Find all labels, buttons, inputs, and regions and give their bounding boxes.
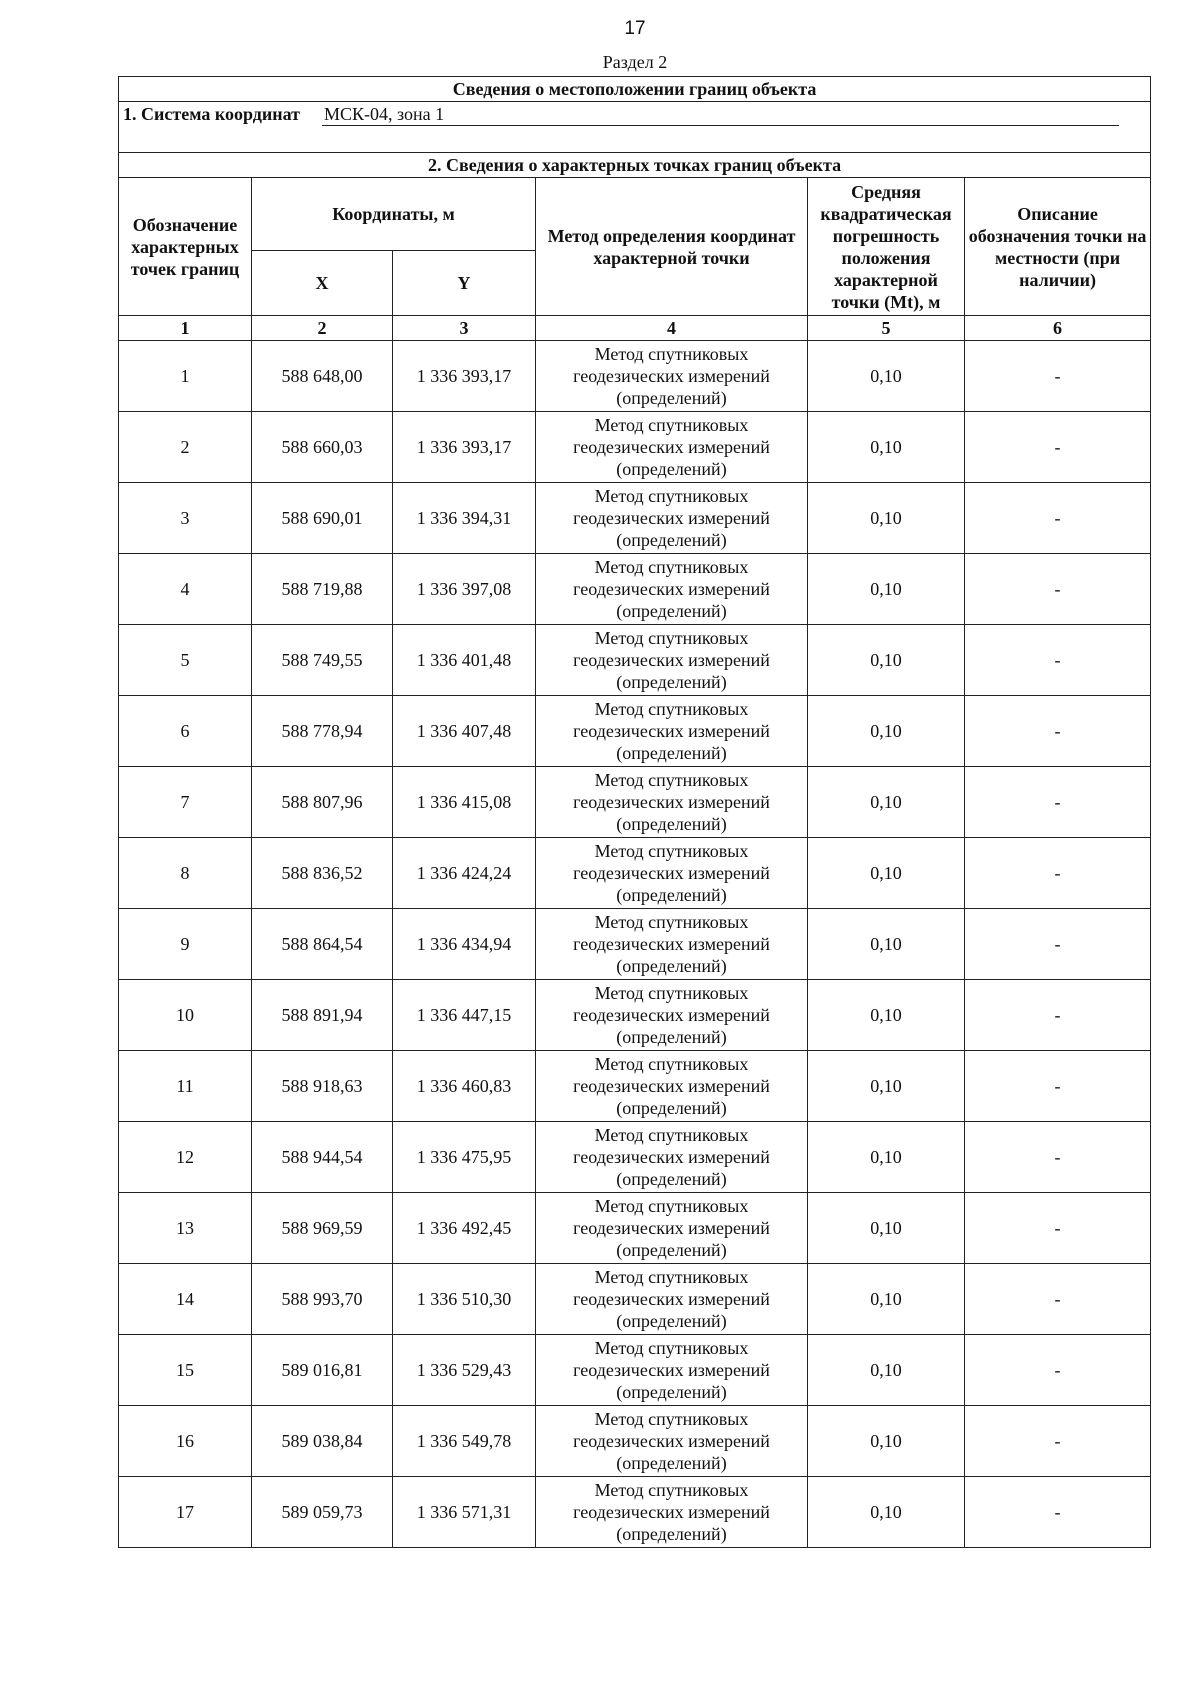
method-line: Метод спутниковых [594, 1480, 749, 1500]
coord-x: 588 993,70 [252, 1264, 393, 1335]
coord-x: 588 944,54 [252, 1122, 393, 1193]
coord-y: 1 336 407,48 [393, 696, 536, 767]
coord-x: 588 836,52 [252, 838, 393, 909]
mt-value: 0,10 [808, 1264, 965, 1335]
coord-y: 1 336 529,43 [393, 1335, 536, 1406]
coord-x: 588 864,54 [252, 909, 393, 980]
method-cell [536, 1264, 808, 1335]
coord-x: 588 778,94 [252, 696, 393, 767]
method-line: Метод спутниковых [594, 1054, 749, 1074]
method-cell [536, 767, 808, 838]
method-line: Метод спутниковых [594, 1196, 749, 1216]
table-row [119, 554, 1151, 625]
table-row [119, 1122, 1151, 1193]
mt-value: 0,10 [808, 625, 965, 696]
point-number: 1 [119, 341, 252, 412]
header-coordinates: Координаты, м [252, 178, 536, 251]
point-number: 15 [119, 1335, 252, 1406]
method-cell [536, 909, 808, 980]
method-line: Метод спутниковых [594, 770, 749, 790]
mt-value: 0,10 [808, 1335, 965, 1406]
description: - [965, 1051, 1151, 1122]
coordinate-system-value: МСК-04, зона 1 [322, 103, 1119, 126]
method-line: Метод спутниковых [594, 699, 749, 719]
method-line: геодезических измерений [573, 1005, 770, 1025]
coord-y: 1 336 393,17 [393, 412, 536, 483]
header-error: Средняя квадратическая погрешность положения характерной точки (Mt), м [808, 178, 965, 316]
method-line: Метод спутниковых [594, 1125, 749, 1145]
method-line: геодезических измерений [573, 863, 770, 883]
table-row [119, 767, 1151, 838]
method-line: геодезических измерений [573, 792, 770, 812]
method-line: Метод спутниковых [594, 1267, 749, 1287]
method-cell [536, 483, 808, 554]
mt-value: 0,10 [808, 1193, 965, 1264]
table-row [119, 341, 1151, 412]
subsection-title: 2. Сведения о характерных точках границ объекта [119, 153, 1151, 178]
method-cell [536, 412, 808, 483]
method-line: Метод спутниковых [594, 486, 749, 506]
table-row [119, 838, 1151, 909]
description: - [965, 554, 1151, 625]
table-row [119, 483, 1151, 554]
coord-x: 588 807,96 [252, 767, 393, 838]
description: - [965, 341, 1151, 412]
mt-value: 0,10 [808, 980, 965, 1051]
coord-y: 1 336 397,08 [393, 554, 536, 625]
coord-y: 1 336 510,30 [393, 1264, 536, 1335]
method-line: (определений) [616, 601, 727, 621]
method-line: Метод спутниковых [594, 415, 749, 435]
coord-x: 588 891,94 [252, 980, 393, 1051]
method-line: Метод спутниковых [594, 628, 749, 648]
coord-y: 1 336 549,78 [393, 1406, 536, 1477]
method-line: (определений) [616, 1098, 727, 1118]
point-number: 10 [119, 980, 252, 1051]
table-row [119, 1051, 1151, 1122]
method-cell [536, 1051, 808, 1122]
point-number: 11 [119, 1051, 252, 1122]
method-line: Метод спутниковых [594, 912, 749, 932]
point-number: 3 [119, 483, 252, 554]
column-number: 6 [965, 316, 1151, 341]
point-number: 17 [119, 1477, 252, 1548]
mt-value: 0,10 [808, 767, 965, 838]
method-line: геодезических измерений [573, 721, 770, 741]
point-number: 14 [119, 1264, 252, 1335]
table-row [119, 1264, 1151, 1335]
description: - [965, 909, 1151, 980]
description: - [965, 1193, 1151, 1264]
mt-value: 0,10 [808, 341, 965, 412]
mt-value: 0,10 [808, 838, 965, 909]
method-cell [536, 980, 808, 1051]
method-line: геодезических измерений [573, 1076, 770, 1096]
mt-value: 0,10 [808, 909, 965, 980]
coord-x: 588 660,03 [252, 412, 393, 483]
method-line: (определений) [616, 814, 727, 834]
table-row [119, 625, 1151, 696]
point-number: 5 [119, 625, 252, 696]
description: - [965, 980, 1151, 1051]
page-number: 17 [624, 18, 646, 39]
coord-y: 1 336 394,31 [393, 483, 536, 554]
mt-value: 0,10 [808, 1051, 965, 1122]
description: - [965, 838, 1151, 909]
coord-y: 1 336 460,83 [393, 1051, 536, 1122]
header-x: X [252, 251, 393, 316]
method-cell [536, 838, 808, 909]
coord-y: 1 336 401,48 [393, 625, 536, 696]
method-line: (определений) [616, 388, 727, 408]
mt-value: 0,10 [808, 696, 965, 767]
mt-value: 0,10 [808, 1122, 965, 1193]
coord-x: 589 038,84 [252, 1406, 393, 1477]
method-line: Метод спутниковых [594, 344, 749, 364]
table-row [119, 980, 1151, 1051]
method-line: (определений) [616, 1027, 727, 1047]
method-cell [536, 341, 808, 412]
method-line: геодезических измерений [573, 1360, 770, 1380]
point-number: 8 [119, 838, 252, 909]
table-row [119, 1477, 1151, 1548]
point-number: 9 [119, 909, 252, 980]
method-line: (определений) [616, 672, 727, 692]
coord-x: 588 719,88 [252, 554, 393, 625]
description: - [965, 625, 1151, 696]
method-line: геодезических измерений [573, 1289, 770, 1309]
point-number: 13 [119, 1193, 252, 1264]
description: - [965, 1406, 1151, 1477]
description: - [965, 767, 1151, 838]
coord-x: 589 059,73 [252, 1477, 393, 1548]
table-row [119, 696, 1151, 767]
method-line: Метод спутниковых [594, 1409, 749, 1429]
method-line: геодезических измерений [573, 579, 770, 599]
point-number: 4 [119, 554, 252, 625]
method-cell [536, 554, 808, 625]
column-number: 2 [252, 316, 393, 341]
coord-x: 588 969,59 [252, 1193, 393, 1264]
method-line: (определений) [616, 530, 727, 550]
coordinate-system-label: 1. Система координат [123, 104, 300, 124]
method-line: Метод спутниковых [594, 1338, 749, 1358]
description: - [965, 696, 1151, 767]
header-method: Метод определения координат характерной точки [536, 178, 808, 316]
coord-y: 1 336 415,08 [393, 767, 536, 838]
method-cell [536, 696, 808, 767]
method-line: Метод спутниковых [594, 841, 749, 861]
method-cell [536, 1477, 808, 1548]
table-row [119, 1193, 1151, 1264]
method-line: Метод спутниковых [594, 557, 749, 577]
coord-x: 588 690,01 [252, 483, 393, 554]
method-line: (определений) [616, 1382, 727, 1402]
coord-x: 588 648,00 [252, 341, 393, 412]
method-line: геодезических измерений [573, 1502, 770, 1522]
table-row [119, 412, 1151, 483]
method-line: геодезических измерений [573, 1431, 770, 1451]
method-line: (определений) [616, 956, 727, 976]
point-number: 7 [119, 767, 252, 838]
mt-value: 0,10 [808, 412, 965, 483]
method-line: Метод спутниковых [594, 983, 749, 1003]
mt-value: 0,10 [808, 1406, 965, 1477]
coord-y: 1 336 571,31 [393, 1477, 536, 1548]
method-line: геодезических измерений [573, 1147, 770, 1167]
point-number: 2 [119, 412, 252, 483]
table-row [119, 1406, 1151, 1477]
mt-value: 0,10 [808, 1477, 965, 1548]
description: - [965, 1122, 1151, 1193]
description: - [965, 412, 1151, 483]
coord-x: 589 016,81 [252, 1335, 393, 1406]
method-line: геодезических измерений [573, 934, 770, 954]
point-number: 16 [119, 1406, 252, 1477]
method-line: геодезических измерений [573, 366, 770, 386]
column-number: 1 [119, 316, 252, 341]
table-row [119, 1335, 1151, 1406]
description: - [965, 483, 1151, 554]
table-row [119, 909, 1151, 980]
method-line: геодезических измерений [573, 1218, 770, 1238]
coord-y: 1 336 447,15 [393, 980, 536, 1051]
point-number: 12 [119, 1122, 252, 1193]
mt-value: 0,10 [808, 483, 965, 554]
method-line: геодезических измерений [573, 650, 770, 670]
method-cell [536, 1406, 808, 1477]
header-y: Y [393, 251, 536, 316]
section-title: Раздел 2 [602, 52, 668, 72]
method-line: геодезических измерений [573, 508, 770, 528]
method-cell [536, 1335, 808, 1406]
coord-y: 1 336 393,17 [393, 341, 536, 412]
method-cell [536, 1122, 808, 1193]
coordinate-system-row [119, 102, 1151, 153]
header-point: Обозначение характерных точек границ [119, 178, 252, 316]
method-cell [536, 1193, 808, 1264]
table-title: Сведения о местоположении границ объекта [119, 77, 1151, 102]
method-line: (определений) [616, 885, 727, 905]
coord-y: 1 336 492,45 [393, 1193, 536, 1264]
method-line: (определений) [616, 1169, 727, 1189]
method-line: (определений) [616, 459, 727, 479]
method-line: геодезических измерений [573, 437, 770, 457]
coord-y: 1 336 475,95 [393, 1122, 536, 1193]
point-number: 6 [119, 696, 252, 767]
method-line: (определений) [616, 1311, 727, 1331]
coord-y: 1 336 424,24 [393, 838, 536, 909]
coord-x: 588 918,63 [252, 1051, 393, 1122]
boundary-table [118, 76, 1151, 1548]
mt-value: 0,10 [808, 554, 965, 625]
method-line: (определений) [616, 743, 727, 763]
description: - [965, 1477, 1151, 1548]
method-line: (определений) [616, 1453, 727, 1473]
description: - [965, 1335, 1151, 1406]
method-cell [536, 625, 808, 696]
coord-y: 1 336 434,94 [393, 909, 536, 980]
column-number: 3 [393, 316, 536, 341]
coord-x: 588 749,55 [252, 625, 393, 696]
method-line: (определений) [616, 1240, 727, 1260]
column-number: 4 [536, 316, 808, 341]
description: - [965, 1264, 1151, 1335]
column-number: 5 [808, 316, 965, 341]
method-line: (определений) [616, 1524, 727, 1544]
header-description: Описание обозначения точки на местности (при наличии) [965, 178, 1151, 316]
